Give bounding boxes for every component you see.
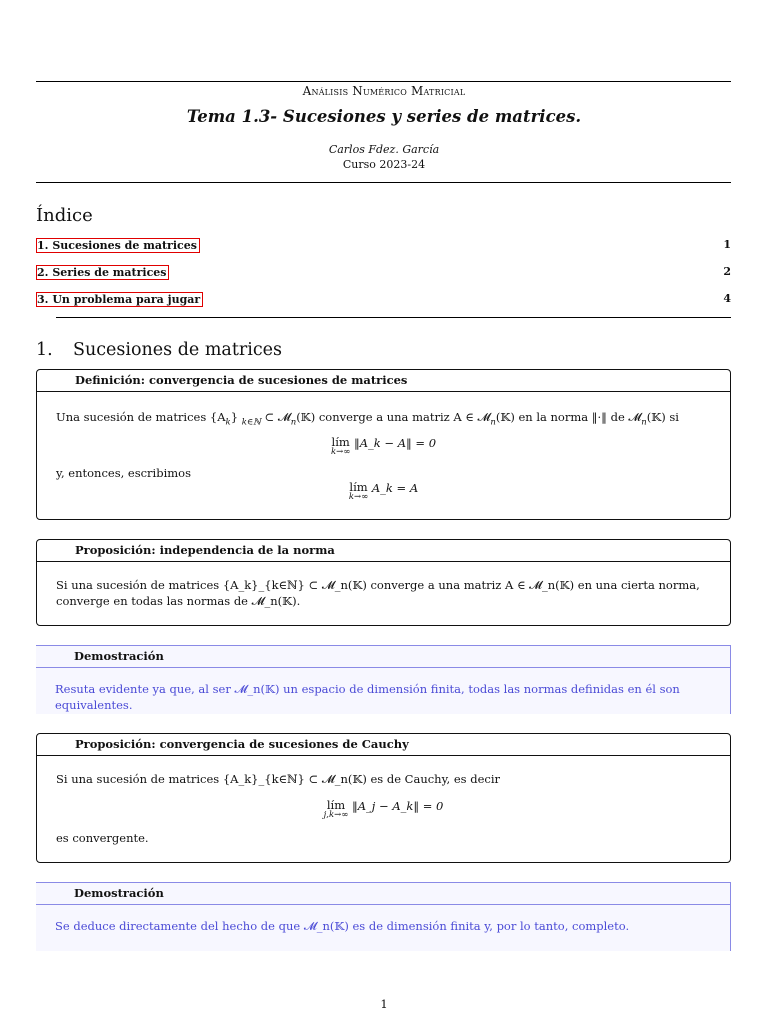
proposition-conclusion: es convergente.	[56, 831, 149, 845]
toc-link-sucesiones[interactable]: 1. Sucesiones de matrices	[36, 238, 200, 253]
section-number: 1.	[36, 340, 53, 360]
cauchy-equation	[37, 799, 730, 820]
author-name: Carlos Fdez. García	[328, 143, 440, 156]
toc-item	[36, 238, 731, 254]
proof-box	[36, 882, 731, 951]
page-number: 1	[380, 997, 388, 1011]
definition-text: Una sucesión de matrices $\{A_k\}$ $_{k\in ℕ}$ ⊂ 𝓜$_n$(𝕂) converge a una matriz A ∈ 𝓜$_n$(𝕂) en la norma ‖·‖ de 𝓜$_n$(𝕂) si	[56, 410, 679, 428]
limit-expression: ‖A_k − A‖ = 0	[353, 436, 437, 450]
proposition-text: Si una sucesión de matrices {A_k}_{k∈ℕ} ⊂ 𝓜_n(𝕂) converge a una matriz A ∈ 𝓜_n(𝕂) en una cierta norma, converge en todas las normas de 𝓜_n(𝕂).	[56, 578, 700, 608]
toc-bottom-rule	[56, 317, 731, 318]
toc-heading: Índice	[36, 205, 93, 226]
toc-link-series[interactable]: 2. Series de matrices	[36, 265, 169, 280]
top-rule	[36, 81, 731, 82]
proof-title: Demostración	[36, 646, 730, 668]
limit-equation	[37, 436, 730, 457]
header-bottom-rule	[36, 182, 731, 183]
proof-box	[36, 645, 731, 714]
toc-page-number: 1	[723, 238, 731, 251]
definition-box	[36, 369, 731, 520]
toc-item	[36, 265, 731, 281]
document-title: Tema 1.3- Sucesiones y series de matrices.	[186, 107, 582, 126]
proposition-box	[36, 539, 731, 626]
proposition-title: Proposición: convergencia de sucesiones de Cauchy	[37, 734, 730, 756]
definition-title: Definición: convergencia de sucesiones de matrices	[37, 370, 730, 392]
section-heading	[36, 340, 282, 360]
section-title: Sucesiones de matrices	[73, 340, 282, 360]
proposition-box	[36, 733, 731, 863]
proposition-text: Si una sucesión de matrices {A_k}_{k∈ℕ} ⊂ 𝓜_n(𝕂) es de Cauchy, es decir	[56, 772, 501, 786]
limit-expression: ‖A_j − A_k‖ = 0	[352, 799, 444, 813]
limit-notation	[37, 481, 730, 502]
limit-operator: lím j,k→∞	[323, 798, 349, 820]
proof-text: Resuta evidente ya que, al ser 𝓜_n(𝕂) un espacio de dimensión finita, todas las normas definidas en él son equivalentes.	[55, 682, 680, 712]
course-name: Análisis Numérico Matricial	[302, 84, 466, 98]
toc-item	[36, 292, 731, 308]
toc-link-problema[interactable]: 3. Un problema para jugar	[36, 292, 203, 307]
proof-text: Se deduce directamente del hecho de que 𝓜_n(𝕂) es de dimensión finita y, por lo tanto, completo.	[55, 919, 630, 933]
definition-connector: y, entonces, escribimos	[56, 466, 191, 480]
limit-operator: lím k→∞	[330, 435, 351, 457]
limit-operator: lím k→∞	[348, 480, 369, 502]
toc-page-number: 4	[723, 292, 731, 305]
proposition-title: Proposición: independencia de la norma	[37, 540, 730, 562]
course-year: Curso 2023-24	[342, 158, 426, 171]
limit-expression: A_k = A	[371, 481, 419, 495]
toc-page-number: 2	[723, 265, 731, 278]
proof-title: Demostración	[36, 883, 730, 905]
